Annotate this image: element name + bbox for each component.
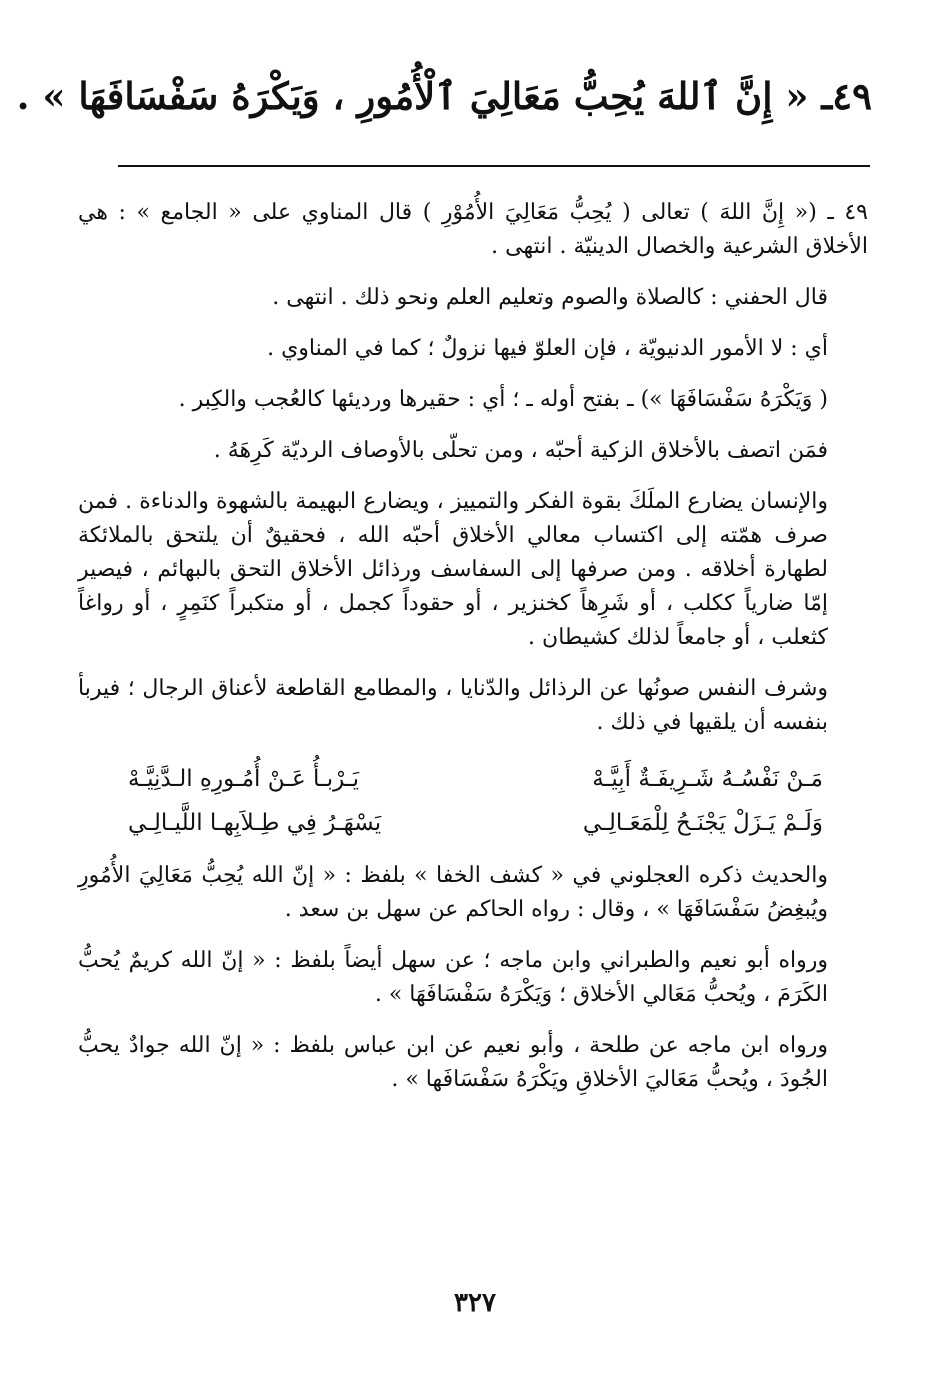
commentary-paragraph: ( وَيَكْرَهُ سَفْسَافَهَا ») ـ بفتح أوله ـ ؛ أي : حقيرها ورديئها كالعُجب والكِبر .: [178, 387, 828, 412]
verse-second-hemistich: يَـرْبـأُ عَـنْ أُمُـورِهِ الـدَّنِيَّـهْ: [128, 766, 359, 792]
commentary-paragraph: فمَن اتصف بالأخلاق الزكية أحبّه ، ومن تحلّى بالأوصاف الرديّة كَرِهَهُ .: [213, 438, 828, 463]
commentary-paragraph: ٤٩ ـ (« إِنَّ اللهَ ) تعالى ( يُحِبُّ مَعَالِيَ الأُمُوْرِ ) قال المناوي على « الجامع » : هي الأخلاق الشرعية والخصال الدينيّة . انتهى .: [78, 200, 868, 259]
commentary-paragraph: ورواه أبو نعيم والطبراني وابن ماجه ؛ عن سهل أيضاً بلفظ : « إنّ الله كريمٌ يُحبُّ الكَرَمَ ، ويُحبُّ مَعَالي الأخلاق ؛ وَيَكْرَهُ سَفْسَافَهَا » .: [78, 948, 828, 1007]
commentary-paragraph: وشرف النفس صونُها عن الرذائل والدّنايا ، والمطامع القاطعة لأعناق الرجال ؛ فيربأ بنفسه أن يلقيها في ذلك .: [78, 676, 828, 735]
commentary-paragraph: والحديث ذكره العجلوني في « كشف الخفا » بلفظ : « إنّ الله يُحِبُّ مَعَالِيَ الأُمُورِ ويُبغِضُ سَفْسَافَهَا » ، وقال : رواه الحاكم عن سهل بن سعد .: [78, 863, 828, 922]
commentary-paragraph: ورواه ابن ماجه عن طلحة ، وأبو نعيم عن ابن عباس بلفظ : « إنّ الله جوادٌ يحبُّ الجُودَ ، ويُحبُّ مَعَاليَ الأخلاقِ ويَكْرَهُ سَفْسَافَها » .: [78, 1033, 828, 1092]
commentary-paragraph: أي : لا الأمور الدنيويّة ، فإن العلوّ فيها نزولٌ ؛ كما في المناوي .: [267, 336, 828, 361]
verse-first-hemistich: مَـنْ نَفْسُـهُ شَـرِيفَـةٌ أَبِيَّـهْ: [592, 766, 823, 792]
poem-verse: [78, 757, 868, 801]
page-number: ٣٢٧: [454, 1288, 496, 1318]
commentary-paragraph: والإنسان يضارع الملَكَ بقوة الفكر والتمييز ، ويضارع البهيمة بالشهوة والدناءة . فمن صرف همّته إلى اكتساب معالي الأخلاق أحبّه الله ، فحقيقٌ أن يلتحق بالملائكة لطهارة أخلاقه . ومن صرفها إلى السفاسف ورذائل الأخلاق التحق بالبهائم ، فيصير إمّا ضارياً ككلب ، أو شَرِهاً كخنزير ، أو حقوداً كجمل ، أو متكبراً كنَمِرٍ ، أو رواغاً كثعلب ، أو جامعاً لذلك كشيطان .: [78, 489, 828, 650]
poem-verse: [78, 801, 868, 845]
verse-second-hemistich: يَسْهَـرُ فِي طِـلاَبِهـا اللَّيـالِـي: [128, 810, 382, 836]
commentary-body: [78, 196, 868, 1114]
verse-first-hemistich: وَلَـمْ يَـزَلْ يَجْنَـحُ لِلْمَعَـالِـي: [582, 810, 823, 836]
commentary-paragraph: قال الحفني : كالصلاة والصوم وتعليم العلم ونحو ذلك . انتهى .: [272, 285, 828, 310]
separator-line: [118, 165, 870, 167]
hadith-text: ٤٩ـ « إِنَّ ٱللهَ يُحِبُّ مَعَالِيَ ٱلْأُمُورِ ، وَيَكْرَهُ سَفْسَافَهَا » .: [16, 74, 872, 118]
poem-verses: [78, 757, 868, 845]
